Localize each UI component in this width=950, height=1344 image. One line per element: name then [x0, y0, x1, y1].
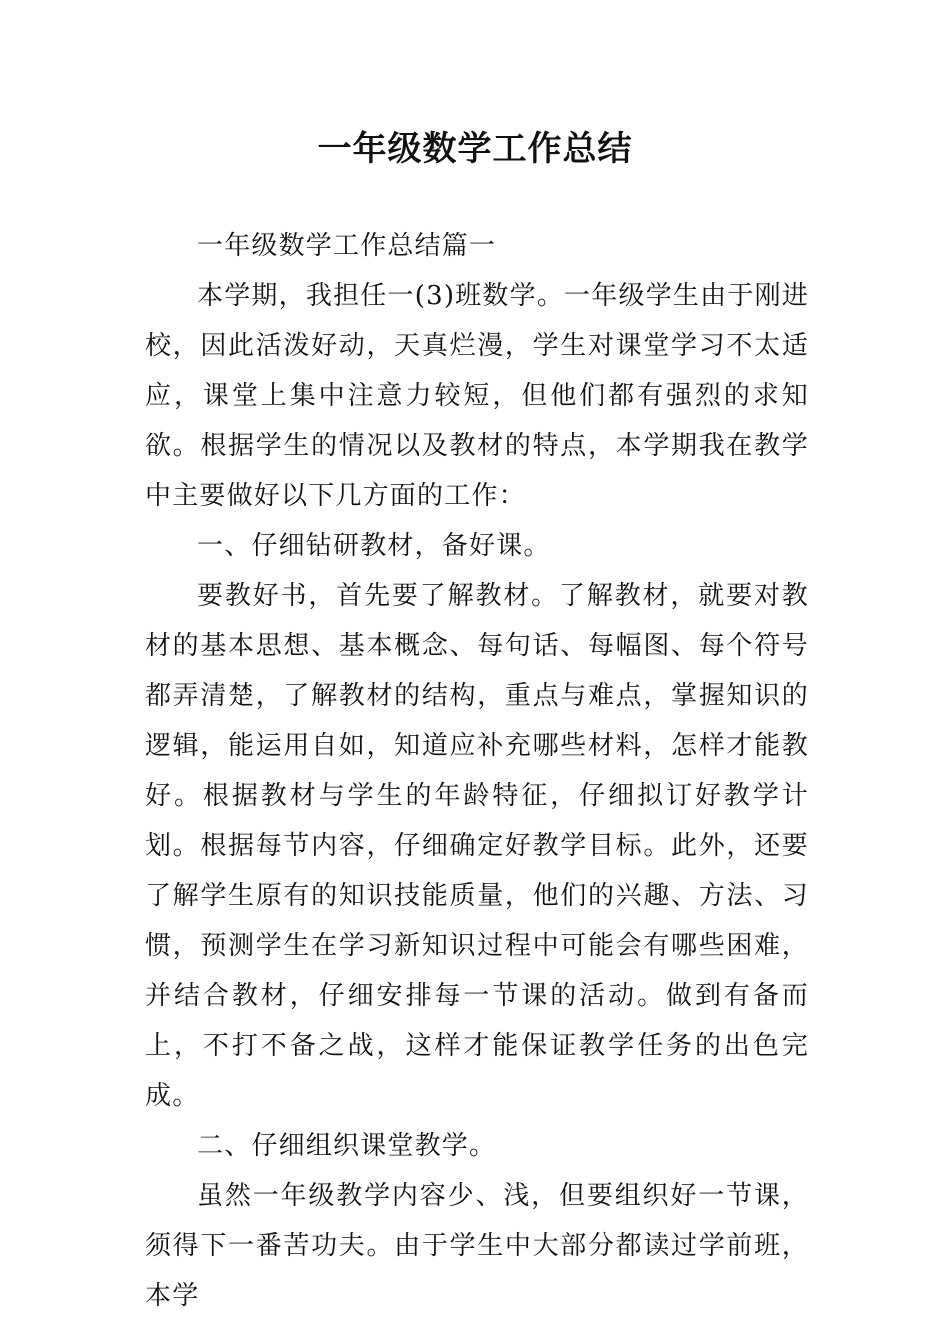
document-title: 一年级数学工作总结: [317, 129, 633, 169]
section-heading: 二、仔细组织课堂教学。: [197, 1131, 497, 1161]
paragraph-prepare-lessons: 要教好书，首先要了解教材。了解教材，就要对教材的基本思想、基本概念、每句话、每幅图、每个符号都弄清楚，了解教材的结构，重点与难点，掌握知识的逻辑，能运用自如，知道应补充哪些材料，怎样才能教好。根据教材与学生的年龄特征，仔细拟订好教学计划。根据每节内容，仔细确定好教学目标。此外，还要了解学生原有的知识技能质量，他们的兴趣、方法、习惯，预测学生在学习新知识过程中可能会有哪些困难，并结合教材，仔细安排每一节课的活动。做到有备而上，不打不备之战，这样才能保证教学任务的出色完成。: [145, 581, 809, 1111]
section-heading: 一年级数学工作总结篇一: [197, 231, 497, 261]
document-body: [145, 221, 809, 1321]
paragraph-classroom: 虽然一年级教学内容少、浅，但要组织好一节课，须得下一番苦功夫。由于学生中大部分都读过学前班，本学: [145, 1181, 809, 1311]
paragraph-intro: 本学期，我担任一(3)班数学。一年级学生由于刚进校，因此活泼好动，天真烂漫，学生对课堂学习不太适应，课堂上集中注意力较短，但他们都有强烈的求知欲。根据学生的情况以及教材的特点，本学期我在教学中主要做好以下几方面的工作：: [145, 281, 809, 511]
section-heading: 一、仔细钻研教材，备好课。: [197, 531, 551, 561]
